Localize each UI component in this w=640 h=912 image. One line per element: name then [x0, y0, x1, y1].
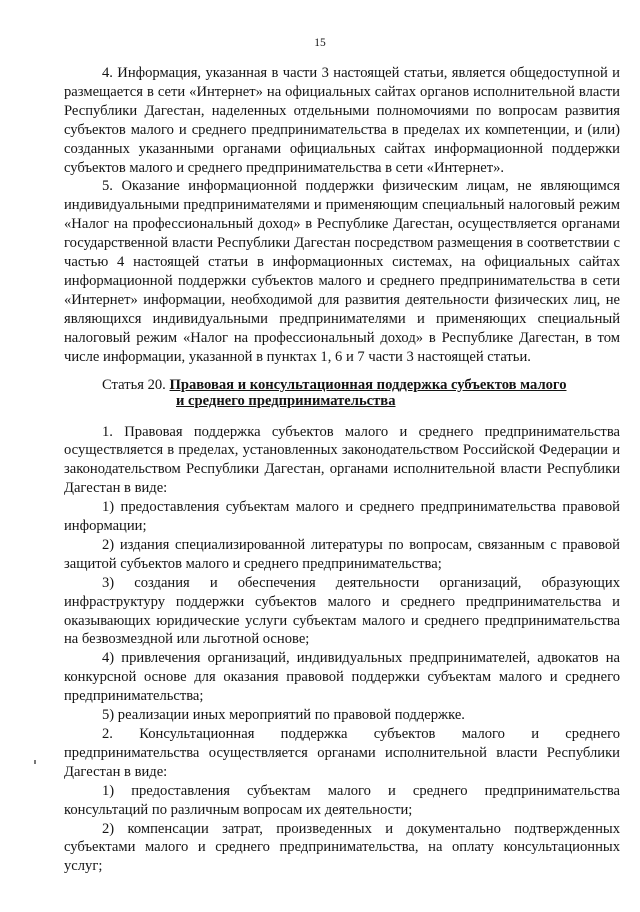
list-item-legal-5: 5) реализации иных мероприятий по правовой поддержке.: [102, 707, 465, 724]
list-item-consulting-1: 1) предоставления субъектам малого и среднего предпринимательства консультаций по различным вопросам их деятельности;: [64, 782, 620, 818]
paragraph-consulting-support: 2. Консультационная поддержка субъектов малого и среднего предпринимательства осуществляется органами исполнительной власти Республики Дагестан в виде:: [64, 726, 620, 780]
list-item-legal-3: 3) создания и обеспечения деятельности организаций, образующих инфраструктуру поддержки субъектов малого и среднего предпринимательства и оказывающих юридические услуги субъектам малого и среднего предпринимательства на безвозмездной или льготной основе;: [64, 574, 620, 648]
list-item-legal-4: 4) привлечения организаций, индивидуальных предпринимателей, адвокатов на конкурсной основе для оказания правовой поддержки субъектам малого и среднего предпринимательства;: [64, 650, 620, 705]
article-title-line-1: Правовая и консультационная поддержка субъектов малого: [169, 376, 567, 393]
list-item-legal-2: 2) издания специализированной литературы по вопросам, связанным с правовой защитой субъектов малого и среднего предпринимательства;: [64, 536, 620, 572]
paragraph-part-4: 4. Информация, указанная в части 3 настоящей статьи, является общедоступной и размещается в сети «Интернет» на официальных сайтах органов исполнительной власти Республики Дагестан, наделенных отдельными полномочиями по вопросам развития субъектов малого и среднего предпринимательства в пределах их компетенции, и (или) созданных указанными органами официальных сайтах информационной поддержки субъектов малого и среднего предпринимательства в сети «Интернет».: [64, 65, 620, 176]
paragraph-part-5: 5. Оказание информационной поддержки физическим лицам, не являющимся индивидуальными предпринимателями и применяющим специальный налоговый режим «Налог на профессиональный доход» в Республике Дагестан, осуществляется органами государственной власти Республики Дагестан посредством размещения в соответствии с частью 4 настоящей статьи в информационных системах, на официальных сайтах информационной поддержки субъектов малого и среднего предпринимательства в сети «Интернет» информации, необходимой для развития деятельности физических лиц, не являющихся индивидуальными предпринимателями и применяющих специальный налоговый режим «Налог на профессиональный доход» в Республике Дагестан, в том числе информации, указанной в пунктах 1, 6 и 7 части 3 настоящей статьи.: [64, 178, 620, 365]
scan-speck: [34, 760, 36, 764]
article-heading: [64, 377, 620, 409]
list-item-consulting-2: 2) компенсации затрат, произведенных и документально подтвержденных субъектами малого и среднего предпринимательства, на оплату консультационных услуг;: [64, 820, 620, 875]
article-title-line-2: и среднего предпринимательства: [176, 392, 396, 409]
paragraph-legal-support: 1. Правовая поддержка субъектов малого и среднего предпринимательства осуществляется в пределах, установленных законодательством Российской Федерации и законодательством Республики Дагестан, органами исполнительной власти Республики Дагестан в виде:: [64, 423, 620, 497]
document-body: [64, 64, 620, 876]
page-number: 15: [314, 37, 326, 49]
article-label: Статья 20.: [102, 376, 166, 393]
list-item-legal-1: 1) предоставления субъектам малого и среднего предпринимательства правовой информации;: [64, 499, 620, 535]
